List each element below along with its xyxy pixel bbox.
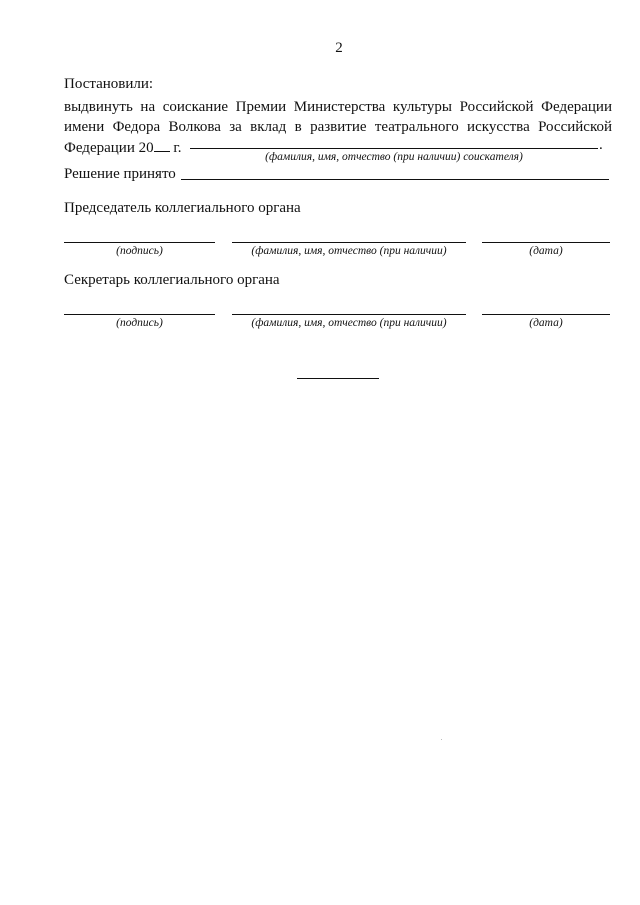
chairman-name-caption: (фамилия, имя, отчество (при наличии) xyxy=(251,245,447,257)
chairman-title: Председатель коллегиального органа xyxy=(64,200,301,216)
nomination-line-2: имени Федора Волкова за вклад в развитие театрального искусства Российской xyxy=(64,118,612,135)
scan-speck xyxy=(441,739,442,740)
secretary-title: Секретарь коллегиального органа xyxy=(64,272,280,288)
nomination-line-1: выдвинуть на соискание Премии Министерства культуры Российской Федерации xyxy=(64,99,612,115)
chairman-signature-line xyxy=(64,242,215,243)
page-number: 2 xyxy=(335,40,343,56)
end-of-document-rule xyxy=(297,378,379,379)
chairman-date-line xyxy=(482,242,610,243)
resolved-heading: Постановили: xyxy=(64,76,154,92)
decision-label: Решение принято xyxy=(64,166,176,182)
secretary-signature-caption: (подпись) xyxy=(116,317,163,329)
secretary-signature-line xyxy=(64,314,215,315)
year-blank xyxy=(154,137,170,152)
candidate-caption: (фамилия, имя, отчество (при наличии) соискателя) xyxy=(265,151,523,163)
chairman-date-caption: (дата) xyxy=(529,245,563,257)
secretary-name-caption: (фамилия, имя, отчество (при наличии) xyxy=(251,317,447,329)
nomination-year-suffix: г. xyxy=(169,140,182,156)
secretary-name-line xyxy=(232,314,466,315)
decision-line xyxy=(181,179,609,180)
nomination-year-prefix: Федерации 20 xyxy=(64,140,154,156)
secretary-date-caption: (дата) xyxy=(529,317,563,329)
chairman-signature-caption: (подпись) xyxy=(116,245,163,257)
candidate-name-line xyxy=(190,148,598,149)
candidate-line-end: . xyxy=(599,137,603,153)
nomination-text xyxy=(64,98,612,137)
chairman-name-line xyxy=(232,242,466,243)
secretary-date-line xyxy=(482,314,610,315)
